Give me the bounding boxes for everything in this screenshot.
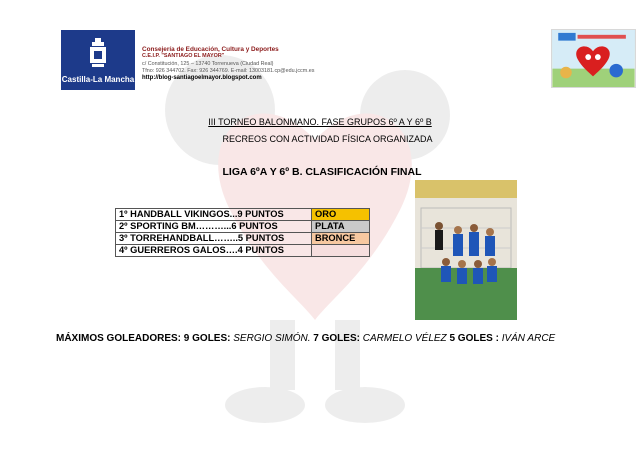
standings-table: [115, 208, 370, 257]
castilla-la-mancha-emblem-icon: [89, 38, 107, 68]
program-subtitle: RECREOS CON ACTIVIDAD FÍSICA ORGANIZADA: [222, 134, 433, 144]
team-photo-icon: [415, 180, 517, 320]
goals-count: 5 GOLES :: [449, 333, 499, 344]
medal-cell: PLATA: [312, 221, 370, 233]
team-cell: 3º TORREHANDBALL……..5 PUNTOS: [116, 233, 312, 245]
logo-text: Castilla-La Mancha: [61, 75, 135, 84]
team-cell: 2º SPORTING BM………...6 PUNTOS: [116, 221, 312, 233]
medal-cell: ORO: [312, 209, 370, 221]
school-address: c/ Constitución, 125 – 13740 Torrenueva (Ciudad Real): [142, 60, 274, 67]
table-row: [116, 209, 370, 221]
blog-link[interactable]: http://blog-santiagoelmayor.blogspot.com: [142, 75, 262, 82]
castilla-la-mancha-logo: [61, 30, 135, 90]
scorers-label: MÁXIMOS GOLEADORES:: [56, 333, 182, 344]
tournament-title: III TORNEO BALONMANO. FASE GRUPOS 6º A Y 6º B: [208, 117, 432, 127]
scorer-name: SERGIO SIMÓN.: [233, 333, 311, 344]
top-scorers: [56, 330, 576, 348]
table-row: [116, 221, 370, 233]
heart-mascot-logo-icon: [551, 29, 636, 88]
scorer-name: IVÁN ARCE: [501, 333, 556, 344]
goals-count: 7 GOLES:: [313, 333, 360, 344]
medal-cell: BRONCE: [312, 233, 370, 245]
medal-cell: [312, 245, 370, 257]
table-row: [116, 245, 370, 257]
department-name: Consejería de Educación, Cultura y Deportes: [142, 46, 279, 53]
team-cell: 4º GUERREROS GALOS….4 PUNTOS: [116, 245, 312, 257]
school-contact: Tfno: 926 344702. Fax: 926 344769. E-mail: 13003181.cp@edu.jccm.es: [142, 67, 315, 74]
team-cell: 1º HANDBALL VIKINGOS...9 PUNTOS: [116, 209, 312, 221]
league-classification-title: LIGA 6ºA Y 6º B. CLASIFICACIÓN FINAL: [222, 166, 422, 178]
school-header: [142, 46, 314, 82]
school-name: C.E.I.P. "SANTIAGO EL MAYOR": [142, 53, 225, 60]
goals-count: 9 GOLES:: [183, 333, 231, 344]
table-row: [116, 233, 370, 245]
scorer-name: CARMELO VÉLEZ: [362, 333, 447, 344]
